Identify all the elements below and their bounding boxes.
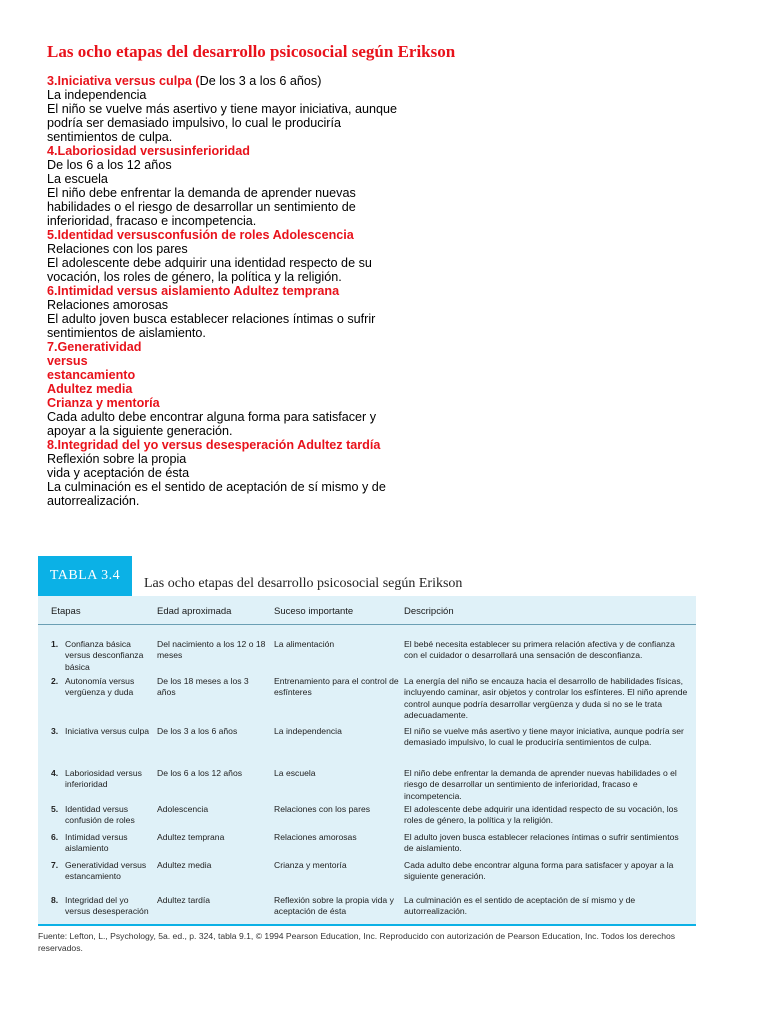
text-line <box>47 102 427 116</box>
erikson-stages-table <box>38 596 696 926</box>
row-number: 5. <box>51 804 59 814</box>
text-line <box>47 452 427 466</box>
cell-etapa: Autonomía versus vergüenza y duda <box>65 676 135 698</box>
cell-suceso: Relaciones con los pares <box>274 804 371 814</box>
stage-heading-text: 4.Laboriosidad versusinferioridad <box>47 144 250 158</box>
cell-edad: Del nacimiento a los 12 o 18 meses <box>157 639 266 661</box>
body-text: Cada adulto debe encontrar alguna forma para satisfacer y <box>47 410 377 424</box>
cell-edad: Adolescencia <box>157 804 209 814</box>
text-line <box>47 396 427 410</box>
cell-descripcion: El niño debe enfrentar la demanda de aprender nuevas habilidades o el riesgo de desarrollar un sentimiento de inferioridad, fracaso e incompetencia. <box>404 768 677 801</box>
text-line <box>47 312 427 326</box>
column-header-etapas: Etapas <box>51 606 81 617</box>
body-text: El adulto joven busca establecer relaciones íntimas o sufrir <box>47 312 376 326</box>
body-text: vocación, los roles de género, la política y la religión. <box>47 270 342 284</box>
cell-suceso: Relaciones amorosas <box>274 832 357 842</box>
column-header-descripcion: Descripción <box>404 606 454 617</box>
column-header-edad: Edad aproximada <box>157 606 232 617</box>
body-text: inferioridad, fracaso e incompetencia. <box>47 214 257 228</box>
text-line <box>47 144 427 158</box>
stage-heading-text: 6.Intimidad versus aislamiento Adultez temprana <box>47 284 340 298</box>
header-rule <box>38 624 696 625</box>
body-text: El niño se vuelve más asertivo y tiene mayor iniciativa, aunque <box>47 102 398 116</box>
cell-edad: De los 18 meses a los 3 años <box>157 676 249 698</box>
body-text: apoyar a la siguiente generación. <box>47 424 233 438</box>
text-line <box>47 298 427 312</box>
cell-edad: Adultez temprana <box>157 832 225 842</box>
stage-heading-text: 8.Integridad del yo versus desesperación Adultez tardía <box>47 438 381 452</box>
cell-descripcion: El adolescente debe adquirir una identidad respecto de su vocación, los roles de género, la política y la religión. <box>404 804 678 826</box>
cell-etapa: Intimidad versus aislamiento <box>65 832 128 854</box>
text-line <box>47 116 427 130</box>
body-text: sentimientos de aislamiento. <box>47 326 206 340</box>
text-line <box>47 186 427 200</box>
table-title: Las ocho etapas del desarrollo psicosocial según Erikson <box>144 576 463 591</box>
stage-heading-text: 3.Iniciativa versus culpa ( <box>47 74 200 88</box>
body-text: De los 6 a los 12 años <box>47 158 172 172</box>
stage-heading-text: versus <box>47 354 88 368</box>
stages-text-block <box>47 74 427 508</box>
body-text: autorrealización. <box>47 494 140 508</box>
text-line <box>47 158 427 172</box>
cell-etapa: Generatividad versus estancamiento <box>65 860 147 882</box>
cell-suceso: La alimentación <box>274 639 335 649</box>
text-line <box>47 256 427 270</box>
cell-suceso: Entrenamiento para el control de esfínteres <box>274 676 399 698</box>
cell-descripcion: El niño se vuelve más asertivo y tiene mayor iniciativa, aunque podría ser demasiado impulsivo, lo cual le produciría sentimientos de culpa. <box>404 726 684 748</box>
cell-edad: Adultez media <box>157 860 212 870</box>
text-line <box>47 88 427 102</box>
cell-etapa: Confianza básica versus desconfianza básica <box>65 639 144 672</box>
cell-edad: De los 3 a los 6 años <box>157 726 238 736</box>
text-line <box>47 214 427 228</box>
text-line <box>47 410 427 424</box>
row-number: 7. <box>51 860 59 870</box>
cell-descripcion: La energía del niño se encauza hacia el desarrollo de habilidades físicas, incluyendo caminar, asir objetos y controlar los esfínteres. El niño aprende control aunque podría desarrollar vergüenza y duda si no se le trata adecuadamente. <box>404 676 688 720</box>
table-number-badge: TABLA 3.4 <box>38 556 132 596</box>
text-line <box>47 354 427 368</box>
body-text: Reflexión sobre la propia <box>47 452 187 466</box>
cell-suceso: Crianza y mentoría <box>274 860 347 870</box>
row-number: 1. <box>51 639 59 649</box>
column-header-suceso: Suceso importante <box>274 606 354 617</box>
text-line <box>47 438 427 452</box>
body-text: De los 3 a los 6 años) <box>199 74 322 88</box>
text-line <box>47 270 427 284</box>
document-title: Las ocho etapas del desarrollo psicosocial según Erikson <box>47 42 456 61</box>
cell-edad: De los 6 a los 12 años <box>157 768 243 778</box>
stage-heading-text: 7.Generatividad <box>47 340 142 354</box>
row-number: 4. <box>51 768 59 778</box>
text-line <box>47 284 427 298</box>
body-text: podría ser demasiado impulsivo, lo cual le produciría <box>47 116 342 130</box>
stage-heading-text: estancamiento <box>47 368 136 382</box>
body-text: Relaciones amorosas <box>47 298 169 312</box>
row-number: 8. <box>51 895 59 905</box>
row-number: 6. <box>51 832 59 842</box>
body-text: sentimientos de culpa. <box>47 130 173 144</box>
text-line <box>47 340 427 354</box>
text-line <box>47 130 427 144</box>
text-line <box>47 494 427 508</box>
body-text: La independencia <box>47 88 147 102</box>
body-text: vida y aceptación de ésta <box>47 466 190 480</box>
text-line <box>47 228 427 242</box>
text-line <box>47 382 427 396</box>
stage-heading-text: Crianza y mentoría <box>47 396 160 410</box>
cell-etapa: Iniciativa versus culpa <box>65 726 150 736</box>
cell-etapa: Laboriosidad versus inferioridad <box>65 768 142 790</box>
body-text: El niño debe enfrentar la demanda de aprender nuevas <box>47 186 356 200</box>
row-number: 2. <box>51 676 59 686</box>
cell-suceso: Reflexión sobre la propia vida y aceptación de ésta <box>274 895 394 917</box>
text-line <box>47 480 427 494</box>
text-line <box>47 466 427 480</box>
text-line <box>47 424 427 438</box>
body-text: Relaciones con los pares <box>47 242 188 256</box>
cell-etapa: Identidad versus confusión de roles <box>65 804 135 826</box>
text-line <box>47 368 427 382</box>
body-text: La culminación es el sentido de aceptación de sí mismo y de <box>47 480 386 494</box>
cell-suceso: La escuela <box>274 768 316 778</box>
cell-etapa: Integridad del yo versus desesperación <box>65 895 149 917</box>
text-line <box>47 200 427 214</box>
body-text: El adolescente debe adquirir una identidad respecto de su <box>47 256 372 270</box>
stage-heading-text: 5.Identidad versusconfusión de roles Adolescencia <box>47 228 354 242</box>
cell-suceso: La independencia <box>274 726 342 736</box>
cell-descripcion: Cada adulto debe encontrar alguna forma para satisfacer y apoyar a la siguiente generación. <box>404 860 674 882</box>
text-line <box>47 74 427 88</box>
table-source-footnote: Fuente: Lefton, L., Psychology, 5a. ed., p. 324, tabla 9.1, © 1994 Pearson Education, Inc. Reproducido con autorización de Pearson Education, Inc. Todos los derechos reservados. <box>38 931 676 953</box>
text-line <box>47 242 427 256</box>
text-line <box>47 172 427 186</box>
body-text: La escuela <box>47 172 108 186</box>
cell-edad: Adultez tardía <box>157 895 211 905</box>
row-number: 3. <box>51 726 59 736</box>
cell-descripcion: El adulto joven busca establecer relaciones íntimas o sufrir sentimientos de aislamiento. <box>404 832 679 854</box>
cell-descripcion: La culminación es el sentido de aceptación de sí mismo y de autorrealización. <box>404 895 636 917</box>
body-text: habilidades o el riesgo de desarrollar un sentimiento de <box>47 200 356 214</box>
text-line <box>47 326 427 340</box>
stage-heading-text: Adultez media <box>47 382 133 396</box>
cell-descripcion: El bebé necesita establecer su primera relación afectiva y de confianza con el cuidador o desarrollará una sensación de desconfianza. <box>404 639 675 661</box>
